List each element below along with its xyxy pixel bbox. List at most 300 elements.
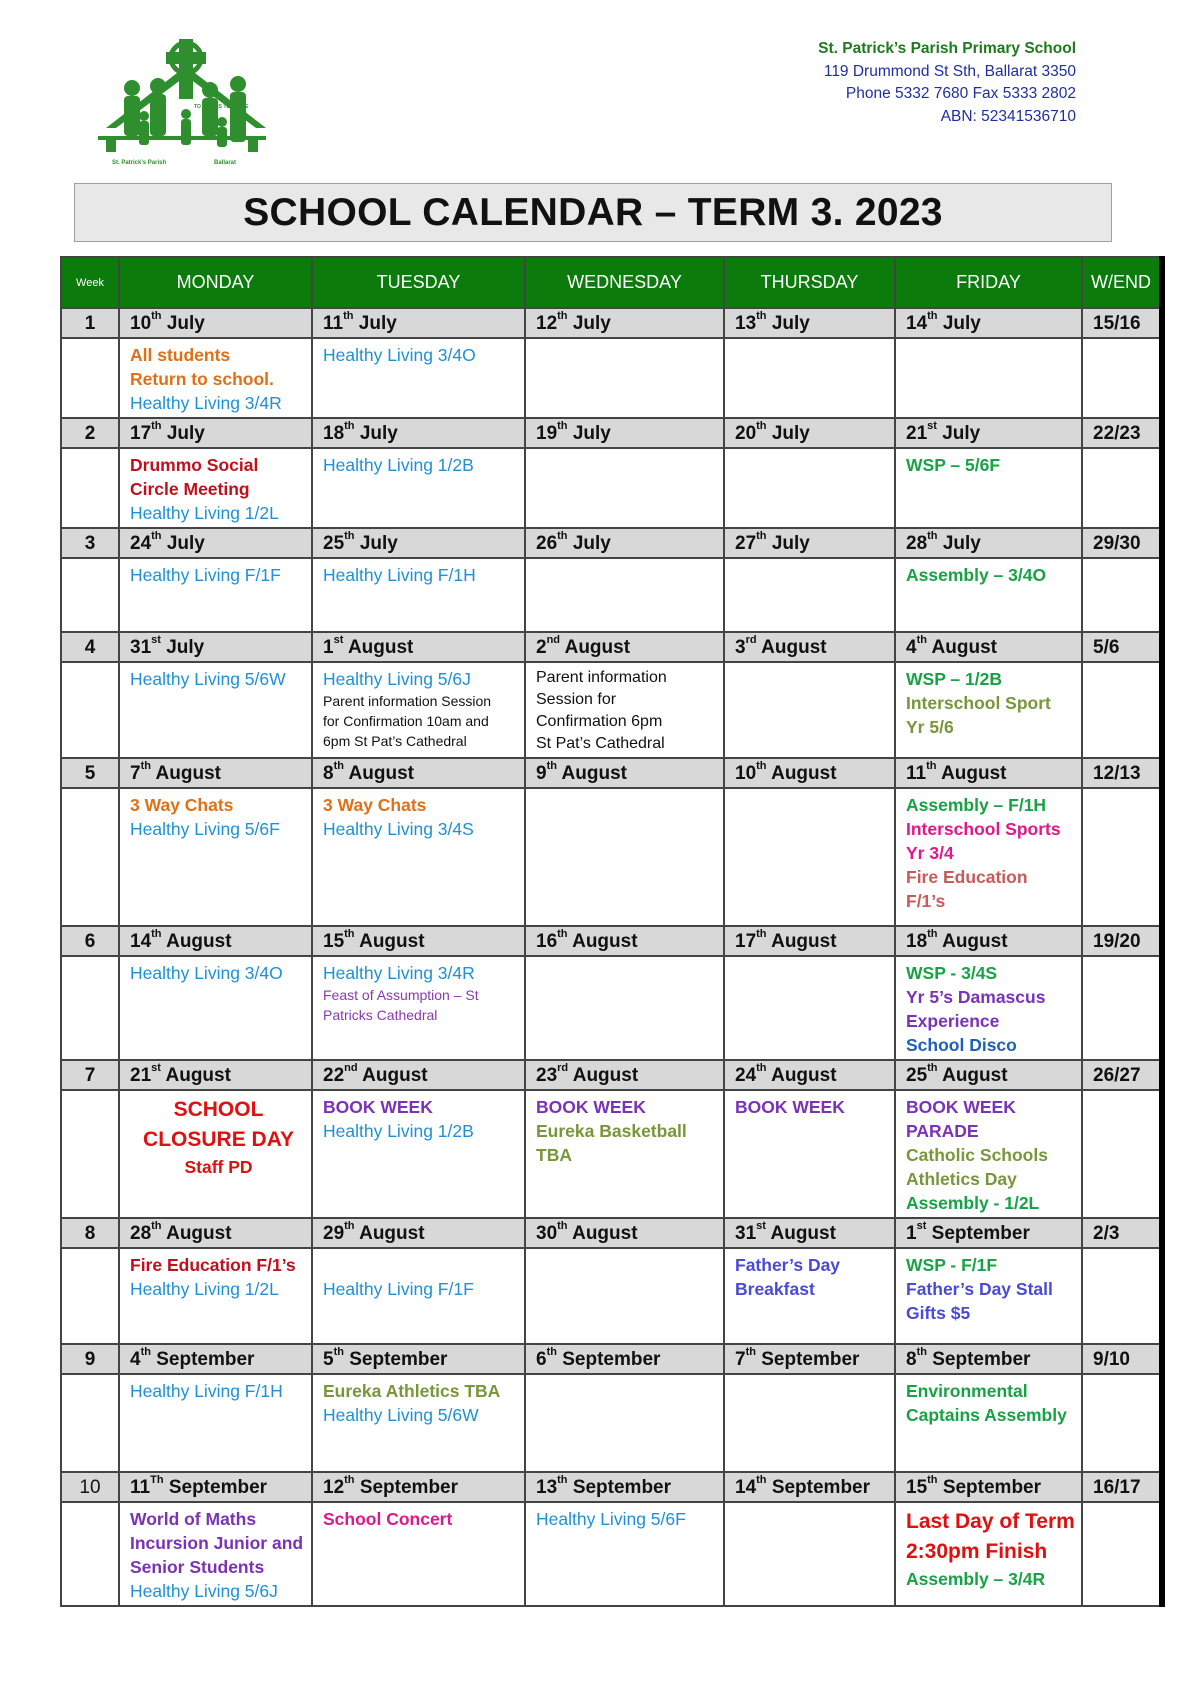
week-number-spacer [61, 956, 119, 1060]
date-suffix: st [916, 1220, 927, 1233]
events-cell-thu [724, 788, 895, 926]
events-cell-thu [724, 338, 895, 418]
weekend-dates: 16/17 [1082, 1472, 1162, 1502]
event-text: Feast of Assumption – St [323, 987, 479, 1003]
event-text: PARADE [906, 1121, 979, 1141]
week-events-row [61, 662, 1162, 758]
header-weekend: W/END [1082, 257, 1162, 308]
date-month: July [942, 422, 981, 444]
events-cell-wed [525, 662, 724, 758]
events-cell-thu [724, 558, 895, 632]
week-date-row [61, 308, 1162, 338]
event-text: Eureka Basketball [536, 1121, 687, 1141]
date-cell-fri [895, 1344, 1082, 1374]
date-day: 20 [735, 422, 757, 444]
event-text: Healthy Living 1/2L [130, 1279, 279, 1299]
events-cell-thu [724, 662, 895, 758]
events-cell-fri [895, 788, 1082, 926]
date-cell-fri [895, 1472, 1082, 1502]
date-suffix: th [344, 1474, 355, 1487]
date-suffix: th [546, 760, 557, 773]
date-month: August [941, 762, 1007, 784]
event-text: Experience [906, 1011, 1000, 1031]
date-suffix: th [151, 310, 162, 323]
date-suffix: th [151, 420, 162, 433]
date-month: August [166, 1222, 232, 1244]
date-suffix: th [343, 310, 354, 323]
date-suffix: st [756, 1220, 766, 1233]
week-number-spacer [61, 1090, 119, 1218]
school-logo [86, 36, 278, 170]
events-cell-thu [724, 956, 895, 1060]
date-cell-wed [525, 1472, 724, 1502]
events-cell-tue [312, 1374, 525, 1472]
events-cell-wed [525, 1090, 724, 1218]
date-cell-mon [119, 1472, 312, 1502]
event-text: Athletics Day [906, 1169, 1017, 1189]
date-cell-wed [525, 308, 724, 338]
week-events-row [61, 1374, 1162, 1472]
date-day: 12 [536, 312, 558, 334]
date-day: 10 [130, 312, 152, 334]
events-cell-wed [525, 1374, 724, 1472]
date-month: September [562, 1348, 661, 1370]
event-text: 3 Way Chats [130, 795, 234, 815]
svg-text:Ballarat: Ballarat [214, 160, 237, 166]
date-month: September [931, 1222, 1030, 1244]
date-suffix: th [756, 1062, 767, 1075]
date-day: 31 [130, 636, 152, 658]
event-text: Patricks Cathedral [323, 1007, 438, 1023]
date-day: 17 [130, 422, 152, 444]
events-cell-wed [525, 1248, 724, 1344]
school-phone: Phone 5332 7680 Fax 5333 2802 [845, 85, 1076, 102]
date-cell-tue [312, 308, 525, 338]
date-month: July [572, 532, 611, 554]
events-cell-fri [895, 448, 1082, 528]
date-day: 27 [735, 532, 757, 554]
week-number-spacer [61, 788, 119, 926]
svg-text:St. Patrick’s Parish: St. Patrick’s Parish [112, 160, 167, 166]
event-text: Healthy Living 5/6F [536, 1509, 686, 1529]
date-month: September [942, 1476, 1042, 1498]
date-day: 5 [323, 1348, 334, 1370]
weekend-dates: 9/10 [1082, 1344, 1162, 1374]
date-month: August [347, 636, 414, 658]
date-month: August [561, 762, 627, 784]
date-cell-thu [724, 926, 895, 956]
date-day: 24 [130, 532, 152, 554]
date-suffix: th [756, 310, 767, 323]
date-month: July [166, 422, 205, 444]
date-day: 13 [536, 1476, 558, 1498]
calendar-body [61, 308, 1162, 1606]
date-suffix: th [344, 420, 355, 433]
event-text: Gifts $5 [906, 1303, 971, 1323]
event-text: Drummo Social [130, 455, 259, 475]
date-suffix: th [745, 1346, 756, 1359]
week-number-spacer [61, 558, 119, 632]
date-suffix: nd [344, 1062, 358, 1075]
event-text: 2:30pm Finish [906, 1540, 1048, 1563]
event-text: Assembly – 3/4R [906, 1569, 1046, 1589]
events-cell-mon [119, 662, 312, 758]
header-week: Week [61, 257, 119, 308]
date-month: September [156, 1348, 255, 1370]
event-text: Healthy Living 5/6W [323, 1405, 479, 1425]
date-day: 8 [323, 762, 334, 784]
event-text: Healthy Living F/1F [130, 565, 281, 585]
date-month: September [572, 1476, 672, 1498]
date-month: August [572, 1222, 638, 1244]
date-month: August [572, 1064, 639, 1086]
events-cell-tue [312, 1248, 525, 1344]
week-number-spacer [61, 338, 119, 418]
date-cell-wed [525, 418, 724, 448]
header-wednesday: WEDNESDAY [525, 257, 724, 308]
event-text: Last Day of Term [906, 1510, 1075, 1533]
date-month: August [931, 636, 997, 658]
date-day: 22 [323, 1064, 345, 1086]
event-text: TBA [536, 1145, 572, 1165]
date-day: 15 [323, 930, 345, 952]
weekend-spacer [1082, 558, 1162, 632]
date-month: September [168, 1476, 268, 1498]
date-day: 24 [735, 1064, 757, 1086]
date-day: 3 [735, 636, 746, 658]
date-suffix: th [756, 530, 767, 543]
date-month: August [165, 1064, 231, 1086]
event-text: Parent information Session [323, 693, 492, 709]
school-name: St. Patrick’s Parish Primary School [818, 40, 1076, 57]
date-day: 1 [323, 636, 334, 658]
date-suffix: th [557, 310, 568, 323]
date-month: July [572, 422, 611, 444]
week-number-spacer [61, 1374, 119, 1472]
event-text: 3 Way Chats [323, 795, 427, 815]
weekend-spacer [1082, 338, 1162, 418]
date-day: 6 [536, 1348, 547, 1370]
title-banner [74, 183, 1112, 242]
weekend-spacer [1082, 1090, 1162, 1218]
date-month: August [564, 636, 631, 658]
date-month: August [348, 762, 414, 784]
event-text: St Pat’s Cathedral [536, 735, 665, 752]
date-day: 19 [536, 422, 558, 444]
date-day: 12 [323, 1476, 345, 1498]
date-cell-tue [312, 1472, 525, 1502]
date-month: July [942, 532, 981, 554]
event-text: Healthy Living F/1H [323, 565, 476, 585]
date-month: July [771, 312, 810, 334]
date-day: 30 [536, 1222, 558, 1244]
event-text: Healthy Living 3/4O [130, 963, 283, 983]
events-cell-tue [312, 1090, 525, 1218]
date-day: 28 [906, 532, 928, 554]
date-day: 18 [323, 422, 345, 444]
week-number: 7 [61, 1060, 119, 1090]
date-month: August [771, 762, 837, 784]
date-cell-thu [724, 1060, 895, 1090]
event-text: WSP - 3/4S [906, 963, 998, 983]
date-suffix: th [151, 530, 162, 543]
date-cell-tue [312, 758, 525, 788]
date-day: 11 [130, 1476, 151, 1498]
date-month: July [359, 532, 398, 554]
events-cell-fri [895, 662, 1082, 758]
week-number-spacer [61, 1248, 119, 1344]
events-cell-tue [312, 956, 525, 1060]
event-text: BOOK WEEK [906, 1097, 1016, 1117]
events-cell-tue [312, 1502, 525, 1606]
week-events-row [61, 558, 1162, 632]
date-cell-thu [724, 418, 895, 448]
date-month: August [359, 930, 425, 952]
events-cell-fri [895, 338, 1082, 418]
events-cell-tue [312, 788, 525, 926]
weekend-spacer [1082, 1374, 1162, 1472]
date-cell-mon [119, 308, 312, 338]
date-suffix: th [344, 530, 355, 543]
week-number-spacer [61, 662, 119, 758]
event-text: Interschool Sport [906, 693, 1051, 713]
header-row [61, 257, 1162, 308]
date-suffix: th [927, 1062, 938, 1075]
event-text: Assembly - 1/2L [906, 1193, 1040, 1213]
date-month: July [359, 422, 398, 444]
weekend-spacer [1082, 1502, 1162, 1606]
date-cell-wed [525, 632, 724, 662]
date-cell-tue [312, 528, 525, 558]
events-cell-wed [525, 1502, 724, 1606]
date-suffix: th [557, 928, 568, 941]
events-cell-mon [119, 558, 312, 632]
event-text: SCHOOL [173, 1098, 264, 1121]
date-suffix: th [927, 530, 938, 543]
date-day: 8 [906, 1348, 917, 1370]
week-date-row [61, 1344, 1162, 1374]
date-cell-tue [312, 1218, 525, 1248]
event-text: Father’s Day Stall [906, 1279, 1053, 1299]
events-cell-mon [119, 1374, 312, 1472]
event-text: Yr 5’s Damascus [906, 987, 1046, 1007]
date-day: 25 [323, 532, 345, 554]
date-month: August [155, 762, 221, 784]
date-day: 14 [735, 1476, 757, 1498]
date-month: September [761, 1348, 860, 1370]
week-number-spacer [61, 1502, 119, 1606]
event-text: F/1’s [906, 891, 946, 911]
date-cell-thu [724, 528, 895, 558]
date-day: 7 [130, 762, 141, 784]
date-day: 21 [906, 422, 928, 444]
event-text: Catholic Schools [906, 1145, 1048, 1165]
events-cell-thu [724, 448, 895, 528]
header-friday: FRIDAY [895, 257, 1082, 308]
date-suffix: st [151, 1062, 161, 1075]
date-month: July [771, 422, 810, 444]
week-events-row [61, 338, 1162, 418]
week-number: 8 [61, 1218, 119, 1248]
date-day: 10 [735, 762, 757, 784]
event-text: All students [130, 345, 231, 365]
week-date-row [61, 1060, 1162, 1090]
event-text: Session for [536, 691, 617, 708]
date-suffix: nd [546, 634, 561, 647]
date-day: 28 [130, 1222, 152, 1244]
weekend-spacer [1082, 662, 1162, 758]
date-month: July [166, 312, 205, 334]
event-text: Yr 5/6 [906, 717, 954, 737]
week-date-row [61, 632, 1162, 662]
header-thursday: THURSDAY [724, 257, 895, 308]
event-text: Healthy Living 3/4O [323, 345, 476, 365]
week-date-row [61, 758, 1162, 788]
event-text: Eureka Athletics TBA [323, 1381, 501, 1401]
date-cell-thu [724, 758, 895, 788]
week-number: 2 [61, 418, 119, 448]
event-text: Yr 3/4 [906, 843, 954, 863]
week-events-row [61, 1090, 1162, 1218]
event-text: Healthy Living 3/4R [323, 963, 475, 983]
week-number: 3 [61, 528, 119, 558]
events-cell-fri [895, 1248, 1082, 1344]
event-text: School Disco [906, 1035, 1017, 1055]
event-text: Healthy Living 3/4S [323, 819, 474, 839]
weekend-dates: 22/23 [1082, 418, 1162, 448]
date-cell-tue [312, 926, 525, 956]
date-day: 7 [735, 1348, 746, 1370]
event-text: Healthy Living 5/6J [323, 669, 471, 689]
week-number: 6 [61, 926, 119, 956]
date-cell-mon [119, 528, 312, 558]
date-suffix: th [557, 1474, 568, 1487]
date-suffix: th [333, 1346, 344, 1359]
date-month: August [771, 930, 837, 952]
week-number: 1 [61, 308, 119, 338]
week-date-row [61, 926, 1162, 956]
event-text: Healthy Living 1/2B [323, 455, 474, 475]
event-text: Assembly – F/1H [906, 795, 1047, 815]
events-cell-tue [312, 448, 525, 528]
events-cell-thu [724, 1374, 895, 1472]
week-date-row [61, 528, 1162, 558]
event-text: Father’s Day [735, 1255, 841, 1275]
date-cell-mon [119, 758, 312, 788]
date-cell-fri [895, 632, 1082, 662]
date-cell-wed [525, 528, 724, 558]
events-cell-mon [119, 448, 312, 528]
events-cell-mon [119, 338, 312, 418]
header-tuesday: TUESDAY [312, 257, 525, 308]
event-text: Healthy Living 1/2B [323, 1121, 474, 1141]
date-month: August [572, 930, 638, 952]
date-suffix: rd [745, 634, 757, 647]
events-cell-wed [525, 788, 724, 926]
date-cell-fri [895, 758, 1082, 788]
events-cell-wed [525, 338, 724, 418]
week-date-row [61, 1472, 1162, 1502]
event-text: Healthy Living 5/6F [130, 819, 280, 839]
weekend-dates: 12/13 [1082, 758, 1162, 788]
week-number: 10 [61, 1472, 119, 1502]
date-cell-tue [312, 1344, 525, 1374]
date-cell-thu [724, 1218, 895, 1248]
events-cell-mon [119, 956, 312, 1060]
event-text: Healthy Living F/1F [323, 1279, 474, 1299]
event-text: Assembly – 3/4O [906, 565, 1047, 585]
weekend-spacer [1082, 788, 1162, 926]
date-month: August [359, 1222, 425, 1244]
event-text: for Confirmation 10am and [323, 713, 489, 729]
event-text: Healthy Living 3/4R [130, 393, 282, 413]
event-text: BOOK WEEK [536, 1097, 646, 1117]
event-text: WSP – 1/2B [906, 669, 1002, 689]
date-cell-mon [119, 632, 312, 662]
events-cell-fri [895, 558, 1082, 632]
date-day: 11 [906, 762, 927, 784]
date-day: 14 [906, 312, 928, 334]
date-month: August [362, 1064, 428, 1086]
event-text: CLOSURE DAY [143, 1128, 294, 1151]
date-day: 9 [536, 762, 547, 784]
page-title: SCHOOL CALENDAR – TERM 3. 2023 [243, 190, 943, 234]
event-text: Healthy Living 1/2L [130, 503, 279, 523]
date-day: 2 [536, 636, 547, 658]
date-suffix: st [151, 634, 161, 647]
event-text: Fire Education [906, 867, 1028, 887]
date-cell-thu [724, 632, 895, 662]
event-text: Senior Students [130, 1557, 265, 1577]
date-month: July [358, 312, 397, 334]
date-day: 21 [130, 1064, 152, 1086]
date-cell-fri [895, 418, 1082, 448]
event-text: Healthy Living 5/6W [130, 669, 286, 689]
event-text: Captains Assembly [906, 1405, 1067, 1425]
events-cell-wed [525, 558, 724, 632]
weekend-dates: 29/30 [1082, 528, 1162, 558]
date-day: 13 [735, 312, 757, 334]
event-text: Staff PD [184, 1157, 253, 1177]
date-month: August [770, 1222, 836, 1244]
weekend-spacer [1082, 448, 1162, 528]
date-cell-fri [895, 308, 1082, 338]
date-cell-tue [312, 632, 525, 662]
date-suffix: th [557, 1220, 568, 1233]
date-month: August [942, 1064, 1008, 1086]
header-monday: MONDAY [119, 257, 312, 308]
event-text: World of Maths [130, 1509, 257, 1529]
date-suffix: st [927, 420, 937, 433]
events-cell-thu [724, 1502, 895, 1606]
date-suffix: th [140, 760, 151, 773]
date-suffix: th [927, 310, 938, 323]
event-text: BOOK WEEK [323, 1097, 433, 1117]
week-number: 5 [61, 758, 119, 788]
date-suffix: th [756, 928, 767, 941]
date-day: 14 [130, 930, 152, 952]
svg-text:TO LOVE IS TO SERVE: TO LOVE IS TO SERVE [194, 104, 249, 110]
events-cell-thu [724, 1248, 895, 1344]
event-text: Breakfast [735, 1279, 815, 1299]
week-events-row [61, 1248, 1162, 1344]
date-cell-wed [525, 1218, 724, 1248]
events-cell-mon [119, 1248, 312, 1344]
event-text: Return to school. [130, 369, 274, 389]
calendar-table [60, 256, 1165, 1607]
events-cell-wed [525, 956, 724, 1060]
week-events-row [61, 788, 1162, 926]
